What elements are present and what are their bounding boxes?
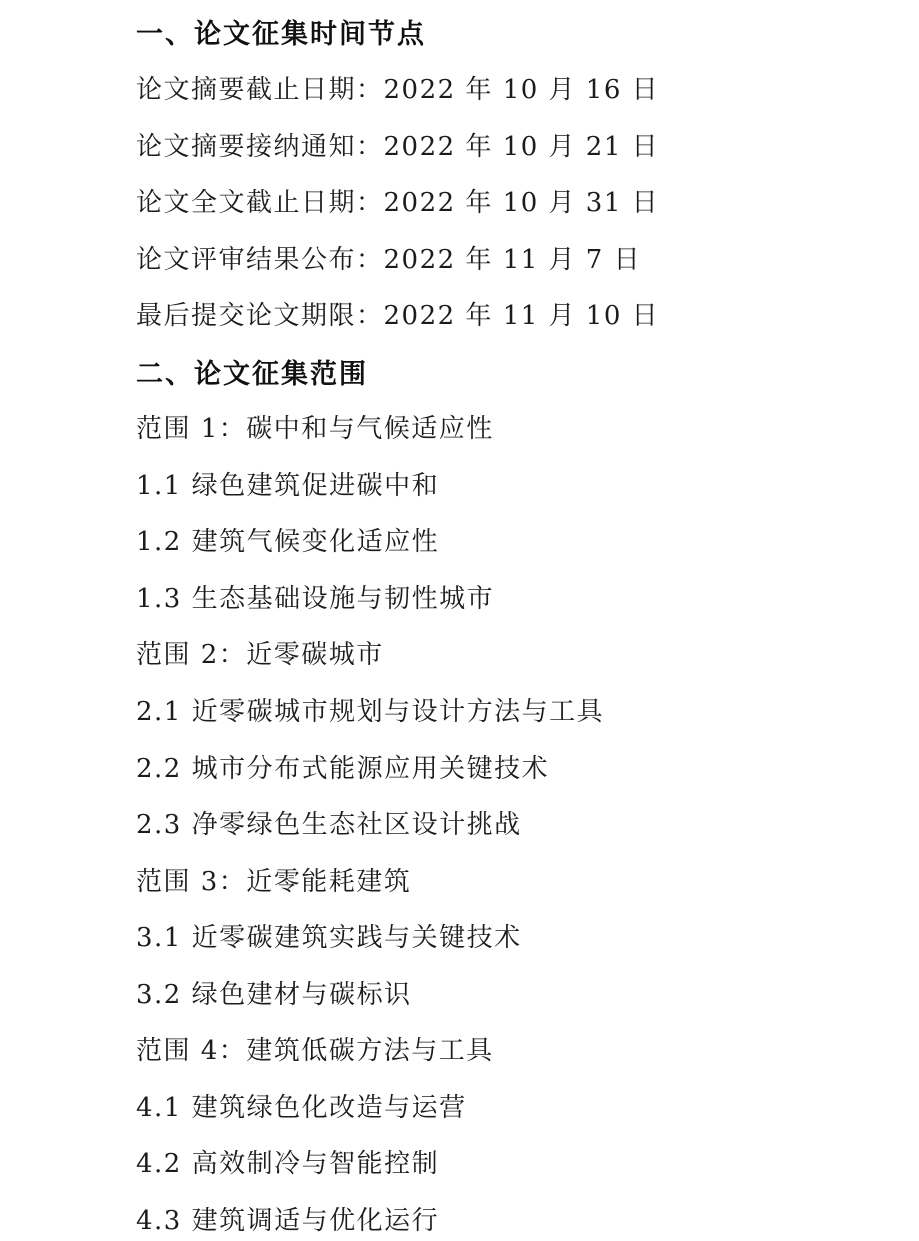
section-heading-timeline: 一、论文征集时间节点 [136, 19, 426, 50]
scope-item-1-3: 1.3 生态基础设施与韧性城市 [136, 584, 495, 614]
scope-item-4-1: 4.1 建筑绿色化改造与运营 [136, 1093, 467, 1123]
scope-category-1: 范围 1：碳中和与气候适应性 [136, 414, 494, 444]
timeline-item-final-submission: 最后提交论文期限：2022 年 11 月 10 日 [136, 301, 660, 331]
scope-category-2: 范围 2：近零碳城市 [136, 640, 384, 670]
scope-item-1-1: 1.1 绿色建筑促进碳中和 [136, 471, 440, 501]
scope-item-2-1: 2.1 近零碳城市规划与设计方法与工具 [136, 697, 605, 727]
timeline-item-abstract-deadline: 论文摘要截止日期：2022 年 10 月 16 日 [136, 75, 660, 105]
scope-category-3: 范围 3：近零能耗建筑 [136, 867, 412, 897]
section-heading-scope: 二、论文征集范围 [136, 359, 368, 390]
scope-item-2-3: 2.3 净零绿色生态社区设计挑战 [136, 810, 522, 840]
timeline-item-review-result: 论文评审结果公布：2022 年 11 月 7 日 [136, 245, 642, 275]
timeline-item-fulltext-deadline: 论文全文截止日期：2022 年 10 月 31 日 [136, 188, 660, 218]
scope-category-4: 范围 4：建筑低碳方法与工具 [136, 1036, 494, 1066]
scope-item-3-1: 3.1 近零碳建筑实践与关键技术 [136, 923, 522, 953]
timeline-item-abstract-notice: 论文摘要接纳通知：2022 年 10 月 21 日 [136, 132, 660, 162]
scope-item-2-2: 2.2 城市分布式能源应用关键技术 [136, 754, 550, 784]
scope-item-4-2: 4.2 高效制冷与智能控制 [136, 1149, 440, 1179]
scope-item-4-3: 4.3 建筑调适与优化运行 [136, 1206, 440, 1236]
scope-item-3-2: 3.2 绿色建材与碳标识 [136, 980, 412, 1010]
scope-item-1-2: 1.2 建筑气候变化适应性 [136, 527, 440, 557]
